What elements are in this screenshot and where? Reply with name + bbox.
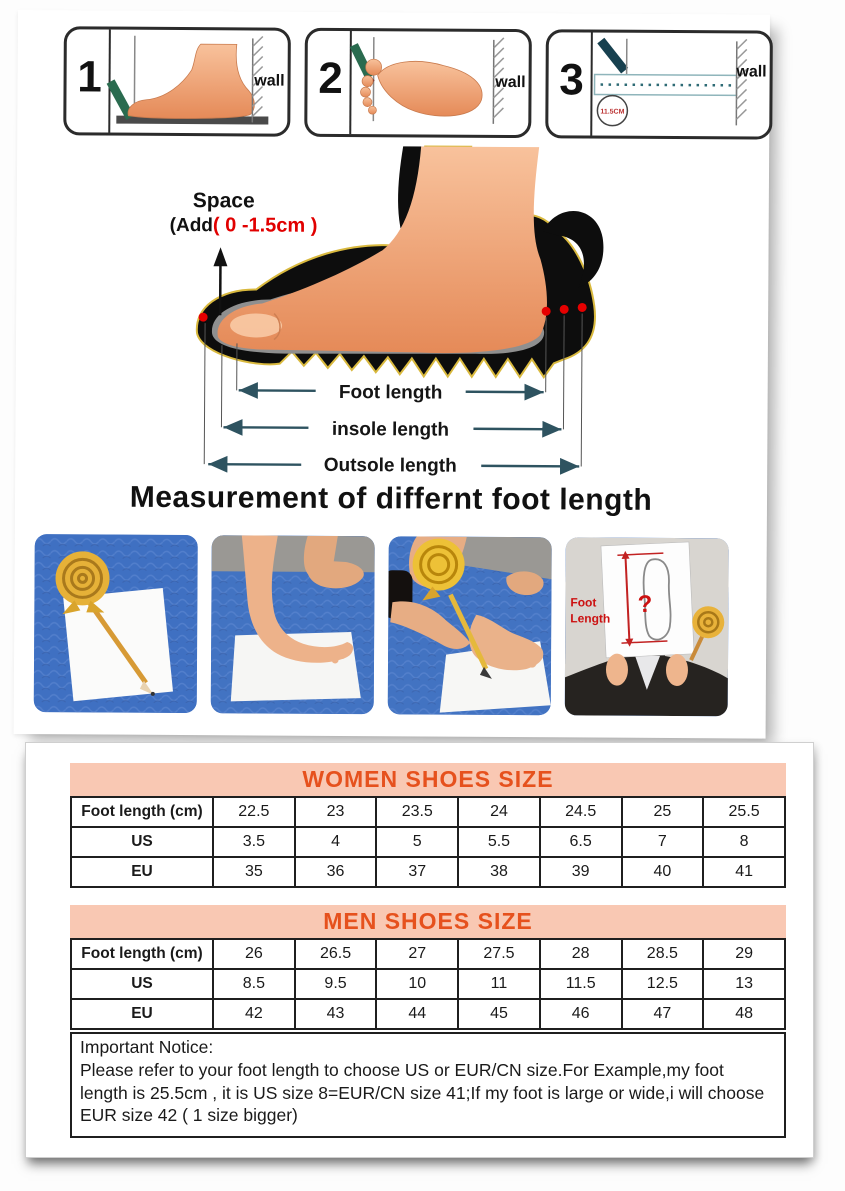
men-table-title: MEN SHOES SIZE	[70, 905, 786, 938]
table-cell: 43	[295, 999, 377, 1029]
step-panel-1	[63, 26, 291, 136]
step-number: 3	[559, 55, 584, 105]
table-cell: 40	[622, 857, 704, 887]
ruler-measure-icon	[548, 32, 767, 130]
tables-wrap	[70, 763, 786, 1138]
women-table-title: WOMEN SHOES SIZE	[70, 763, 786, 796]
notice-body: Please refer to your foot length to choose US or EUR/CN size.For Example,my foot length is 25.5cm , it is US size 8=EUR/CN size 41;If my foot is large or wide,i will choose EUR size 42 ( 1 size bigger)	[80, 1059, 765, 1126]
table-cell: 48	[703, 999, 785, 1029]
table-cell: 44	[376, 999, 458, 1029]
shoe-foot-art	[15, 136, 769, 521]
step-number: 1	[77, 52, 102, 102]
insole-length-arrow-label: insole length	[331, 418, 450, 441]
question-mark: ?	[637, 590, 654, 619]
space-add-label	[170, 214, 318, 238]
table-row	[71, 797, 785, 827]
space-add-prefix: (Add	[169, 214, 214, 237]
step-number: 2	[318, 53, 343, 103]
foot-length-diagram	[15, 136, 769, 523]
foot-against-wall-top-icon	[307, 31, 526, 129]
table-cell: 10	[376, 969, 458, 999]
spacer	[70, 888, 786, 905]
table-cell: 39	[540, 857, 622, 887]
photo-lollipop-pencil	[34, 534, 198, 713]
table-cell: 28	[540, 939, 622, 969]
table-cell: 6.5	[540, 827, 622, 857]
row-header: Foot length (cm)	[71, 797, 213, 827]
photo-tracing-foot	[388, 536, 552, 715]
table-row	[71, 999, 785, 1029]
outsole-length-arrow-label: Outsole length	[323, 454, 457, 477]
table-cell: 22.5	[213, 797, 295, 827]
measurement-card	[14, 10, 770, 739]
table-cell: 11	[458, 969, 540, 999]
table-cell: 37	[376, 857, 458, 887]
table-cell: 5	[376, 827, 458, 857]
table-row	[71, 827, 785, 857]
table-cell: 42	[213, 999, 295, 1029]
table-cell: 11.5	[540, 969, 622, 999]
foot-length-arrow-label: Foot length	[338, 381, 443, 404]
foot-against-wall-side-icon	[66, 29, 285, 127]
table-cell: 26.5	[295, 939, 377, 969]
table-cell: 25	[622, 797, 704, 827]
step-panel-2	[304, 28, 532, 138]
table-cell: 7	[622, 827, 704, 857]
size-tables-card	[25, 742, 814, 1158]
table-cell: 27.5	[458, 939, 540, 969]
women-size-table	[70, 796, 786, 888]
table-cell: 12.5	[622, 969, 704, 999]
table-cell: 5.5	[458, 827, 540, 857]
table-cell: 25.5	[703, 797, 785, 827]
table-cell: 23.5	[376, 797, 458, 827]
row-header: EU	[71, 857, 213, 887]
table-cell: 23	[295, 797, 377, 827]
space-add-value: ( 0 -1.5cm )	[212, 214, 318, 237]
row-header: EU	[71, 999, 213, 1029]
table-row	[71, 857, 785, 887]
table-cell: 35	[213, 857, 295, 887]
how-to-measure-photos	[34, 534, 729, 716]
table-row	[71, 969, 785, 999]
wall-hatch	[736, 39, 747, 125]
table-cell: 46	[540, 999, 622, 1029]
table-cell: 45	[458, 999, 540, 1029]
wall-label: wall	[254, 72, 285, 90]
photo-foot-on-paper	[211, 535, 375, 714]
table-cell: 27	[376, 939, 458, 969]
table-cell: 8.5	[213, 969, 295, 999]
table-cell: 9.5	[295, 969, 377, 999]
men-size-table	[70, 938, 786, 1030]
notice-title: Important Notice:	[80, 1037, 214, 1057]
table-cell: 36	[295, 857, 377, 887]
photo-foot-outline-result	[565, 537, 729, 716]
table-cell: 13	[703, 969, 785, 999]
table-cell: 4	[295, 827, 377, 857]
table-cell: 29	[703, 939, 785, 969]
table-cell: 3.5	[213, 827, 295, 857]
space-label: Space	[192, 189, 255, 213]
table-cell: 26	[213, 939, 295, 969]
diagram-title: Measurement of differnt foot length	[129, 480, 653, 517]
photo-foot-length-label: Foot Length	[570, 595, 611, 626]
ruler-value: 11.5CM	[600, 108, 625, 116]
table-row	[71, 939, 785, 969]
wall-label: wall	[495, 73, 526, 92]
table-cell: 24.5	[540, 797, 622, 827]
measure-steps	[63, 26, 773, 139]
table-cell: 38	[458, 857, 540, 887]
wall-label: wall	[736, 63, 767, 81]
table-cell: 28.5	[622, 939, 704, 969]
important-notice	[70, 1032, 786, 1138]
table-cell: 24	[458, 797, 540, 827]
row-header: US	[71, 969, 213, 999]
table-cell: 47	[622, 999, 704, 1029]
row-header: Foot length (cm)	[71, 939, 213, 969]
step-panel-3	[545, 29, 773, 139]
table-cell: 8	[703, 827, 785, 857]
table-cell: 41	[703, 857, 785, 887]
row-header: US	[71, 827, 213, 857]
